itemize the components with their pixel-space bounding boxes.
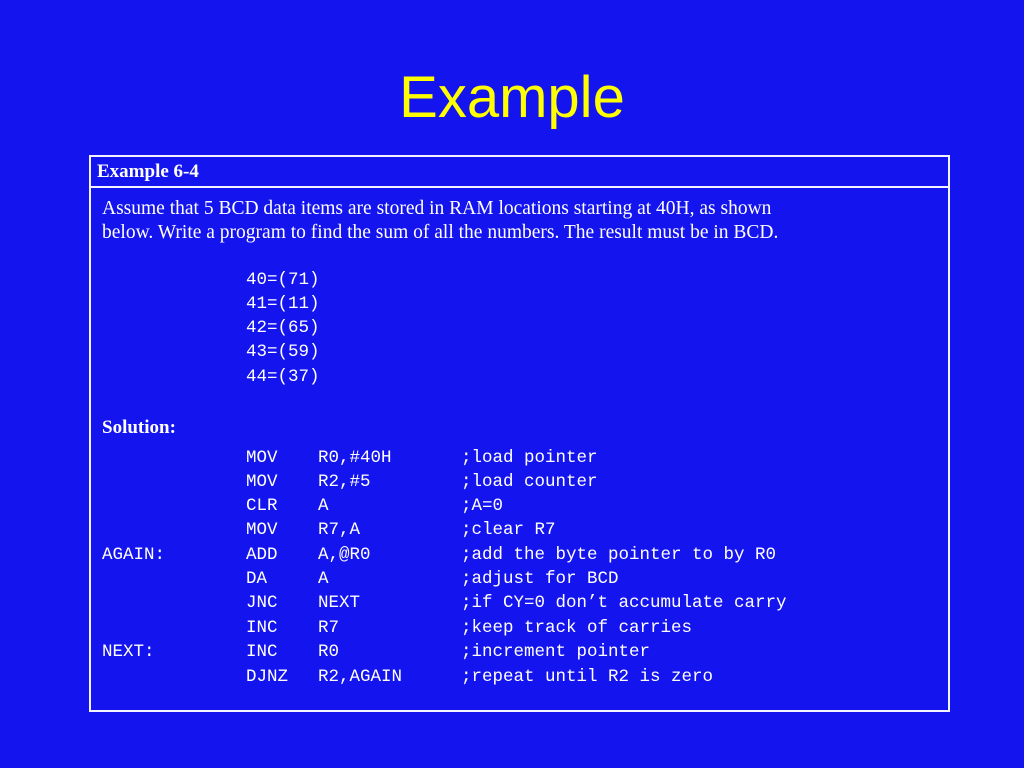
- code-operands: R7: [318, 618, 340, 638]
- code-label: AGAIN:: [102, 545, 166, 565]
- code-comment: ;load pointer: [461, 448, 598, 468]
- code-comment: ;add the byte pointer to by R0: [461, 545, 777, 565]
- example-title: Example 6-4: [97, 161, 199, 182]
- code-comment: ;A=0: [461, 496, 504, 516]
- code-line: [91, 616, 948, 640]
- code-comment: ;load counter: [461, 472, 598, 492]
- code-line: [91, 494, 948, 518]
- code-line: [91, 665, 948, 689]
- code-operands: A: [318, 496, 329, 516]
- code-line: [91, 567, 948, 591]
- code-comment: ;adjust for BCD: [461, 569, 619, 589]
- code-opcode: MOV: [246, 448, 278, 468]
- code-operands: R2,AGAIN: [318, 667, 403, 687]
- code-opcode: MOV: [246, 520, 278, 540]
- code-line: [91, 640, 948, 664]
- code-opcode: INC: [246, 642, 278, 662]
- code-operands: NEXT: [318, 593, 361, 613]
- code-line: [91, 470, 948, 494]
- slide-title: Example: [399, 65, 625, 130]
- code-operands: A,@R0: [318, 545, 371, 565]
- data-item: 40=(71): [246, 270, 320, 290]
- code-line: [91, 543, 948, 567]
- data-item: 41=(11): [246, 294, 320, 314]
- code-comment: ;keep track of carries: [461, 618, 693, 638]
- problem-statement: [102, 197, 944, 245]
- problem-line: Assume that 5 BCD data items are stored in RAM locations starting at 40H, as shown: [102, 198, 772, 219]
- code-operands: R7,A: [318, 520, 361, 540]
- code-operands: R0: [318, 642, 340, 662]
- problem-line: below. Write a program to find the sum of all the numbers. The result must be in BCD.: [102, 222, 779, 243]
- example-box: [89, 155, 950, 712]
- code-opcode: ADD: [246, 545, 278, 565]
- code-operands: R0,#40H: [318, 448, 392, 468]
- data-item: 44=(37): [246, 367, 320, 387]
- code-comment: ;increment pointer: [461, 642, 651, 662]
- code-operands: R2,#5: [318, 472, 371, 492]
- data-item: 43=(59): [246, 342, 320, 362]
- code-line: [91, 446, 948, 470]
- code-comment: ;if CY=0 don’t accumulate carry: [461, 593, 787, 613]
- code-opcode: MOV: [246, 472, 278, 492]
- solution-label: Solution:: [102, 417, 176, 438]
- code-line: [91, 518, 948, 542]
- code-opcode: INC: [246, 618, 278, 638]
- code-opcode: DA: [246, 569, 268, 589]
- code-comment: ;repeat until R2 is zero: [461, 667, 714, 687]
- code-line: [91, 591, 948, 615]
- code-opcode: CLR: [246, 496, 278, 516]
- code-comment: ;clear R7: [461, 520, 556, 540]
- data-item: 42=(65): [246, 318, 320, 338]
- code-label: NEXT:: [102, 642, 155, 662]
- code-opcode: JNC: [246, 593, 278, 613]
- code-opcode: DJNZ: [246, 667, 289, 687]
- example-header: [91, 157, 948, 188]
- code-operands: A: [318, 569, 329, 589]
